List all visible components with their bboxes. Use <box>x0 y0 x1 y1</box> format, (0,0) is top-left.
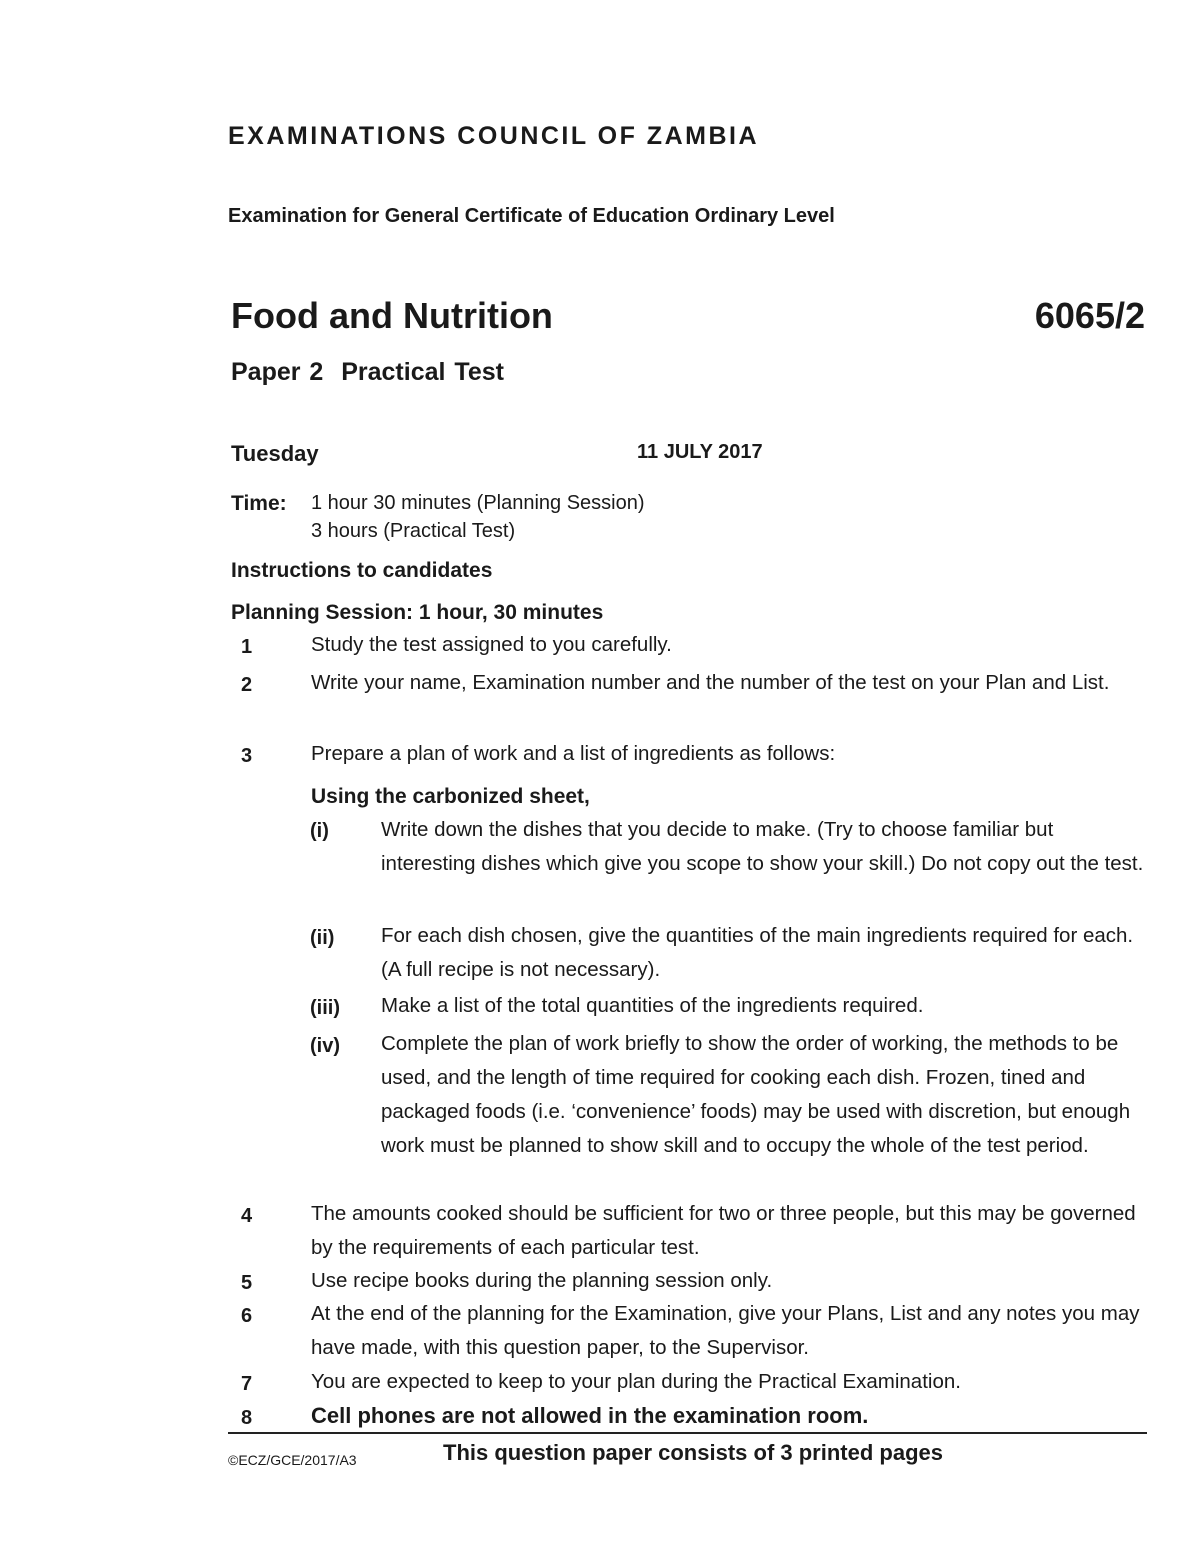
council-name: EXAMINATIONS COUNCIL OF ZAMBIA <box>228 122 760 150</box>
sub-item: For each dish chosen, give the quantities of the main ingredients required for each. (A full recipe is not necessary). <box>381 924 1134 981</box>
item-number: 3 <box>241 745 253 767</box>
sub-item-number: (i) <box>310 820 329 842</box>
sub-item-number: (iii) <box>310 997 340 1019</box>
sub-item: Complete the plan of work briefly to show the order of working, the methods to be used, and the length of time required for cooking each dish. Frozen, tined and packaged foods (i.e. ‘convenience’ foods) may be used with discretion, but enough work must be planned to show skill and to occupy the whole of the test period. <box>381 1032 1131 1157</box>
page-count-note: This question paper consists of 3 printed pages <box>443 1440 943 1465</box>
instruction-item: The amounts cooked should be sufficient for two or three people, but this may be governed by the requirements of each particular test. <box>311 1202 1136 1259</box>
exam-date: 11 JULY 2017 <box>637 441 763 463</box>
time-planning: 1 hour 30 minutes (Planning Session) <box>311 492 645 514</box>
instruction-item: Write your name, Examination number and the number of the test on your Plan and List. <box>311 671 1110 694</box>
time-label: Time: <box>231 492 287 515</box>
exam-title: Examination for General Certificate of Education Ordinary Level <box>228 205 835 227</box>
footer-divider <box>228 1432 1147 1434</box>
sub-item: Write down the dishes that you decide to make. (Try to choose familiar but interesting dishes which give you scope to show your skill.) Do not copy out the test. <box>381 818 1144 875</box>
item-number: 2 <box>241 674 253 696</box>
exam-day: Tuesday <box>231 441 319 466</box>
instruction-item: Study the test assigned to you carefully. <box>311 633 672 656</box>
instructions-heading: Instructions to candidates <box>231 559 493 582</box>
item-number: 6 <box>241 1305 253 1327</box>
item-number: 8 <box>241 1407 253 1429</box>
copyright-code: ©ECZ/GCE/2017/A3 <box>228 1452 357 1468</box>
instruction-item: Prepare a plan of work and a list of ingredients as follows: <box>311 742 836 765</box>
cell-phone-warning: Cell phones are not allowed in the examination room. <box>311 1403 869 1428</box>
instruction-item: You are expected to keep to your plan during the Practical Examination. <box>311 1370 961 1393</box>
paper-name: Paper 2 Practical Test <box>231 358 504 386</box>
instruction-item: At the end of the planning for the Examination, give your Plans, List and any notes you may have made, with this question paper, to the Supervisor. <box>311 1302 1140 1359</box>
item-number: 5 <box>241 1272 253 1294</box>
sub-item-number: (ii) <box>310 927 335 949</box>
item-number: 4 <box>241 1205 253 1227</box>
carbonized-sheet-heading: Using the carbonized sheet, <box>311 785 590 808</box>
item-number: 7 <box>241 1373 253 1395</box>
sub-item-number: (iv) <box>310 1035 340 1057</box>
item-number: 1 <box>241 636 253 658</box>
instruction-item: Use recipe books during the planning session only. <box>311 1269 773 1292</box>
paper-code: 6065/2 <box>1034 295 1145 336</box>
sub-item: Make a list of the total quantities of the ingredients required. <box>381 994 924 1017</box>
subject-title: Food and Nutrition <box>231 295 553 336</box>
time-practical: 3 hours (Practical Test) <box>311 520 516 542</box>
planning-session-heading: Planning Session: 1 hour, 30 minutes <box>231 601 604 624</box>
